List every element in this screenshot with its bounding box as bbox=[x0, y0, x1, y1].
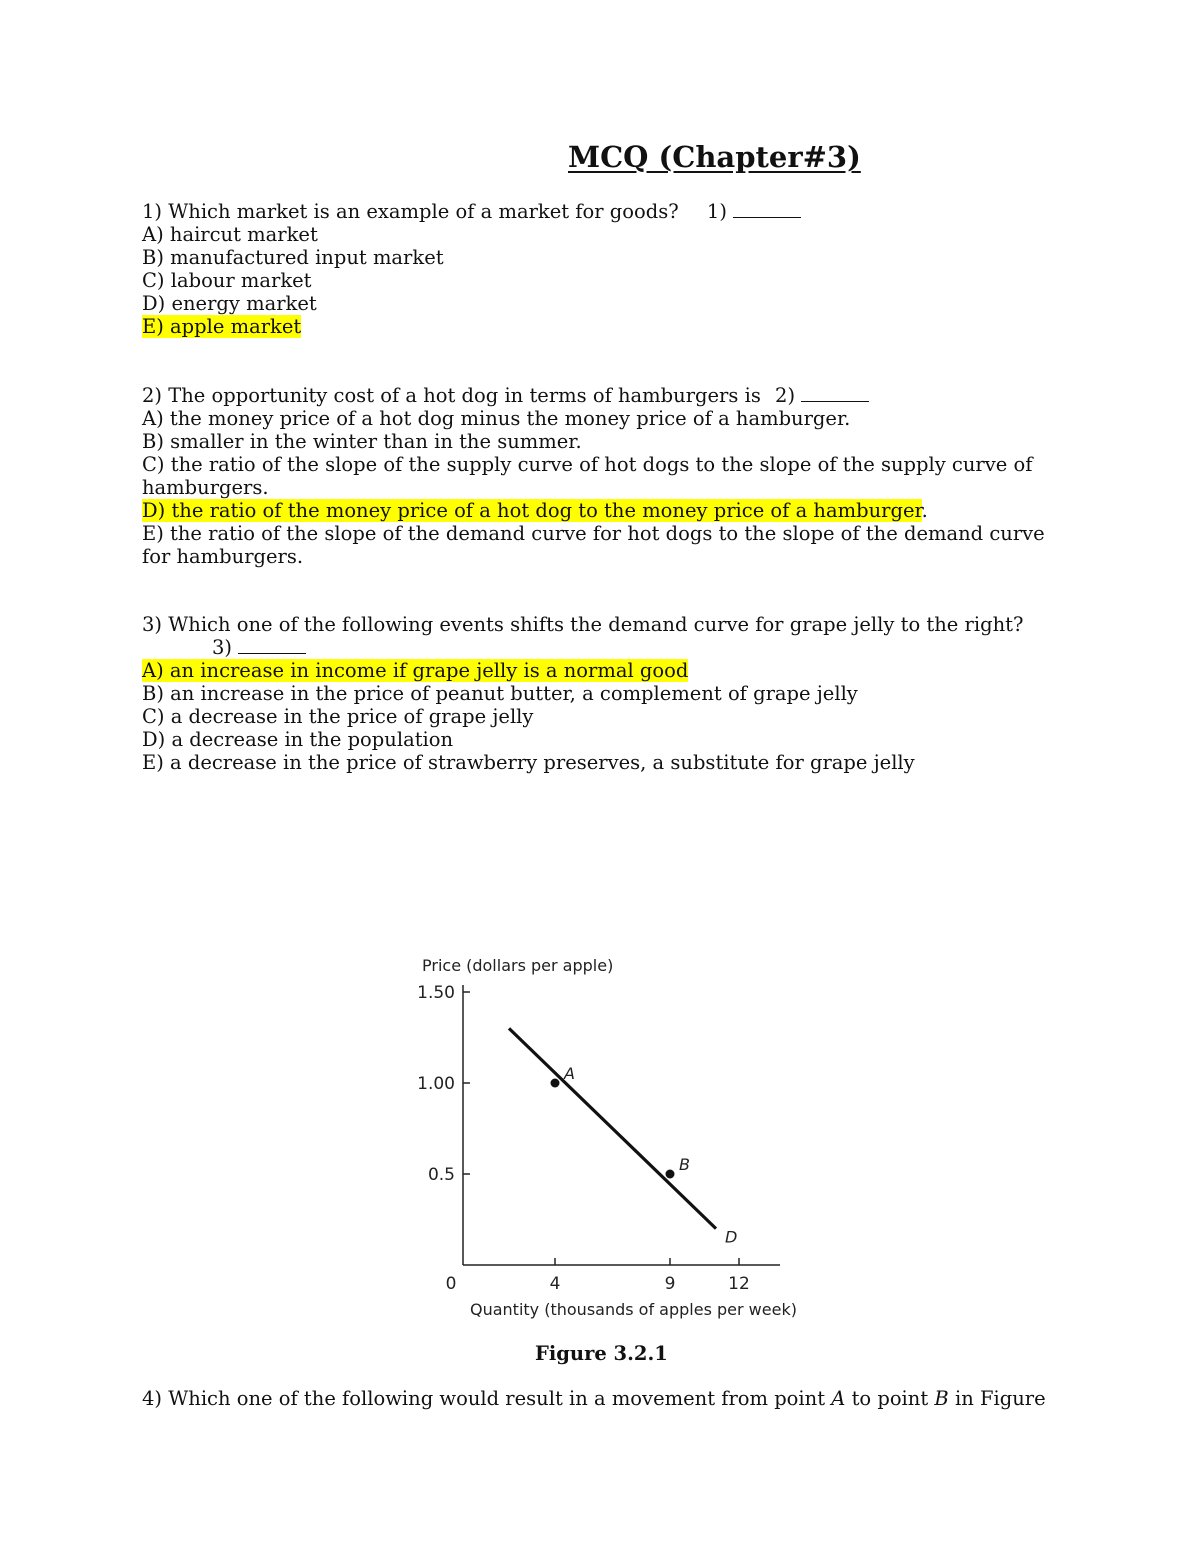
option-b bbox=[142, 682, 1062, 705]
point-b-label: B bbox=[679, 1155, 690, 1174]
option-text: E) the ratio of the slope of the demand curve for hot dogs to the slope of the demand curve for hamburgers. bbox=[142, 522, 1045, 568]
x-tick-label: 0 bbox=[445, 1274, 457, 1294]
option-text: B) manufactured input market bbox=[142, 246, 444, 269]
option-text: C) the ratio of the slope of the supply curve of hot dogs to the slope of the supply curve of hamburgers. bbox=[142, 453, 1033, 499]
demand-chart-svg bbox=[400, 945, 800, 1325]
page-title: MCQ (Chapter#3) bbox=[568, 140, 861, 174]
answer-label: 3) bbox=[212, 636, 233, 659]
figure-caption: Figure 3.2.1 bbox=[535, 1342, 668, 1365]
question-1 bbox=[142, 200, 1062, 338]
answer-blank[interactable] bbox=[733, 200, 801, 218]
y-tick-label: 1.00 bbox=[417, 1074, 455, 1094]
x-axis-label: Quantity (thousands of apples per week) bbox=[470, 1300, 797, 1319]
question-stem bbox=[142, 200, 1062, 223]
y-tick-label: 0.5 bbox=[427, 1165, 455, 1185]
answer-label: 1) bbox=[706, 200, 727, 223]
option-d bbox=[142, 499, 1062, 522]
option-c bbox=[142, 705, 1062, 728]
question-4-suffix: in Figure bbox=[954, 1387, 1046, 1410]
option-text: B) smaller in the winter than in the summer. bbox=[142, 430, 582, 453]
question-3 bbox=[142, 613, 1062, 774]
option-text-highlighted: A) an increase in income if grape jelly is a normal good bbox=[142, 659, 689, 682]
question-stem bbox=[142, 613, 1062, 636]
question-4 bbox=[142, 1387, 1046, 1410]
option-text: E) a decrease in the price of strawberry preserves, a substitute for grape jelly bbox=[142, 751, 915, 774]
answer-label: 2) bbox=[775, 384, 796, 407]
option-e bbox=[142, 315, 1062, 338]
x-tick-label: 4 bbox=[549, 1274, 561, 1294]
answer-blank[interactable] bbox=[801, 384, 869, 402]
option-text: D) a decrease in the population bbox=[142, 728, 454, 751]
question-stem-text: 3) Which one of the following events shifts the demand curve for grape jelly to the right? bbox=[142, 613, 1024, 636]
question-stem bbox=[142, 384, 1062, 407]
option-a bbox=[142, 223, 1062, 246]
option-d bbox=[142, 292, 1062, 315]
option-text: C) labour market bbox=[142, 269, 312, 292]
option-text: A) the money price of a hot dog minus the money price of a hamburger. bbox=[142, 407, 851, 430]
answer-line bbox=[142, 636, 1062, 659]
demand-chart bbox=[400, 945, 800, 1325]
point-a-ref: A bbox=[831, 1387, 846, 1410]
option-text: A) haircut market bbox=[142, 223, 318, 246]
point-d-label: D bbox=[725, 1227, 738, 1247]
point-b-marker bbox=[666, 1170, 675, 1179]
option-b bbox=[142, 430, 1062, 453]
option-text-highlighted: E) apple market bbox=[142, 315, 302, 338]
x-tick-label: 9 bbox=[664, 1274, 676, 1294]
option-text: D) energy market bbox=[142, 292, 317, 315]
question-stem-text: 1) Which market is an example of a market for goods? bbox=[142, 200, 679, 223]
point-a-label: A bbox=[564, 1064, 575, 1083]
y-tick-label: 1.50 bbox=[417, 983, 455, 1003]
option-b bbox=[142, 246, 1062, 269]
option-d bbox=[142, 728, 1062, 751]
y-axis-label: Price (dollars per apple) bbox=[422, 956, 614, 975]
option-a bbox=[142, 659, 1062, 682]
option-text-highlighted: D) the ratio of the money price of a hot dog to the money price of a hamburger bbox=[142, 499, 922, 522]
x-tick-label: 12 bbox=[728, 1274, 750, 1294]
demand-curve bbox=[509, 1028, 716, 1228]
option-c bbox=[142, 453, 1062, 499]
point-b-ref: B bbox=[934, 1387, 949, 1410]
option-a bbox=[142, 407, 1062, 430]
option-e bbox=[142, 522, 1062, 568]
answer-blank[interactable] bbox=[238, 636, 306, 654]
question-4-prefix: 4) Which one of the following would result in a movement from point bbox=[142, 1387, 826, 1410]
question-4-middle: to point bbox=[851, 1387, 929, 1410]
option-suffix: . bbox=[921, 499, 928, 522]
point-a-marker bbox=[551, 1079, 560, 1088]
option-text: B) an increase in the price of peanut butter, a complement of grape jelly bbox=[142, 682, 858, 705]
question-2 bbox=[142, 384, 1062, 568]
question-stem-text: 2) The opportunity cost of a hot dog in terms of hamburgers is bbox=[142, 384, 761, 407]
option-c bbox=[142, 269, 1062, 292]
option-text: C) a decrease in the price of grape jelly bbox=[142, 705, 534, 728]
option-e bbox=[142, 751, 1062, 774]
